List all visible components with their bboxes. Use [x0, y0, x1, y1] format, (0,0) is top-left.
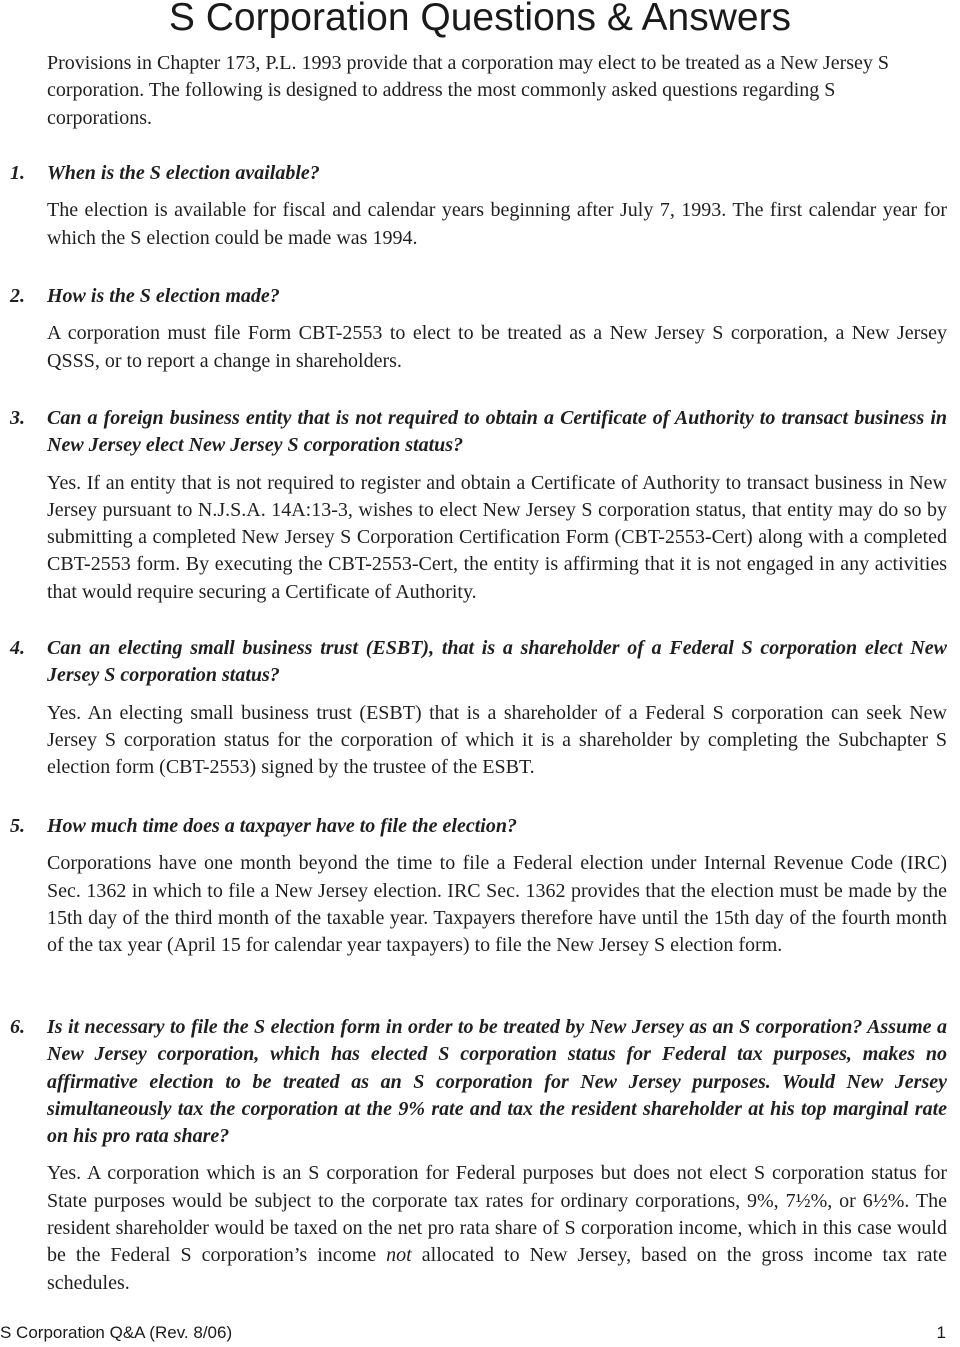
answer-6 — [47, 1160, 947, 1296]
question-number: 5. — [10, 815, 25, 837]
question-number: 1. — [10, 162, 25, 184]
question-3 — [0, 405, 960, 460]
answer-5: Corporations have one month beyond the time to file a Federal election under Internal Revenue Code (IRC) Sec. 1362 in which to file a New Jersey election. IRC Sec. 1362 provides that the election must be made by the 15th day of the third month of the taxable year. Taxpayers therefore have until the 15th day of the fourth month of the tax year (April 15 for calendar year taxpayers) to file the New Jersey S election form. — [47, 852, 947, 957]
question-text: When is the S election available? — [47, 162, 320, 184]
intro-paragraph: Provisions in Chapter 173, P.L. 1993 provide that a corporation may elect to be treated as a New Jersey S corporation. The following is designed to address the most commonly asked questions regarding S corporations. — [47, 52, 890, 129]
question-6 — [0, 1014, 960, 1150]
question-text: Is it necessary to file the S election form in order to be treated by New Jersey as an S corporation? Assume a New Jersey corporation, which has elected S corporation status for Federal tax purposes, makes no affirmative election to be treated as an S corporation for New Jersey purposes. Would New Jersey simultaneously tax the corporation at the 9% rate and tax the resident shareholder at his top marginal rate on his pro rata share? — [47, 1016, 947, 1148]
question-2 — [0, 283, 960, 310]
page-number: 1 — [936, 1323, 946, 1342]
question-number: 2. — [10, 285, 25, 307]
qa-item-1 — [0, 160, 960, 252]
qa-item-4 — [0, 635, 960, 781]
question-number: 3. — [10, 407, 25, 429]
qa-item-6 — [0, 1014, 960, 1297]
question-4 — [0, 635, 960, 690]
page-title: S Corporation Questions & Answers — [168, 0, 792, 39]
question-number: 4. — [10, 637, 25, 659]
answer-4: Yes. An electing small business trust (ESBT) that is a shareholder of a Federal S corporation can seek New Jersey S corporation status for the corporation of which it is a shareholder by completing the Subchapter S election form (CBT-2553) signed by the trustee of the ESBT. — [47, 701, 947, 779]
question-text: Can a foreign business entity that is not required to obtain a Certificate of Authority to transact business in New Jersey elect New Jersey S corporation status? — [47, 407, 947, 457]
qa-item-3 — [0, 405, 960, 606]
answer-3: Yes. If an entity that is not required to register and obtain a Certificate of Authority to transact business in New Jersey pursuant to N.J.S.A. 14A:13-3, wishes to elect New Jersey S corporation status, that entity may do so by submitting a completed New Jersey S Corporation Certification Form (CBT-2553-Cert) along with a completed CBT-2553 form. By executing the CBT-2553-Cert, the entity is affirming that it is not engaged in any activities that would require securing a Certificate of Authority. — [47, 471, 947, 603]
qa-item-2 — [0, 283, 960, 375]
answer-text: allocated to New Jersey, based on the gross income tax rate schedules. — [47, 1244, 947, 1294]
question-5 — [0, 813, 960, 840]
question-text: Can an electing small business trust (ESBT), that is a shareholder of a Federal S corporation elect New Jersey S corporation status? — [47, 637, 947, 687]
footer-document-title: S Corporation Q&A (Rev. 8/06) — [0, 1323, 233, 1342]
question-text: How is the S election made? — [47, 285, 280, 307]
answer-2: A corporation must file Form CBT-2553 to elect to be treated as a New Jersey S corporation, a New Jersey QSSS, or to report a change in shareholders. — [47, 322, 947, 372]
question-1 — [0, 160, 960, 187]
question-text: How much time does a taxpayer have to file the election? — [47, 815, 517, 837]
qa-item-5 — [0, 813, 960, 959]
answer-1: The election is available for fiscal and calendar years beginning after July 7, 1993. The first calendar year for which the S election could be made was 1994. — [47, 199, 947, 249]
answer-emphasis: not — [386, 1244, 412, 1267]
question-number: 6. — [10, 1016, 25, 1038]
answer-text: Yes. A corporation which is an S corporation for Federal purposes but does not elect S corporation status for State purposes would be subject to the corporate tax rates for ordinary corporations, 9%, 7½%, or 6½%. The resident shareholder would be taxed on the net pro rata share of S corporation income, which in this case would be the Federal S corporation’s income — [47, 1162, 947, 1267]
